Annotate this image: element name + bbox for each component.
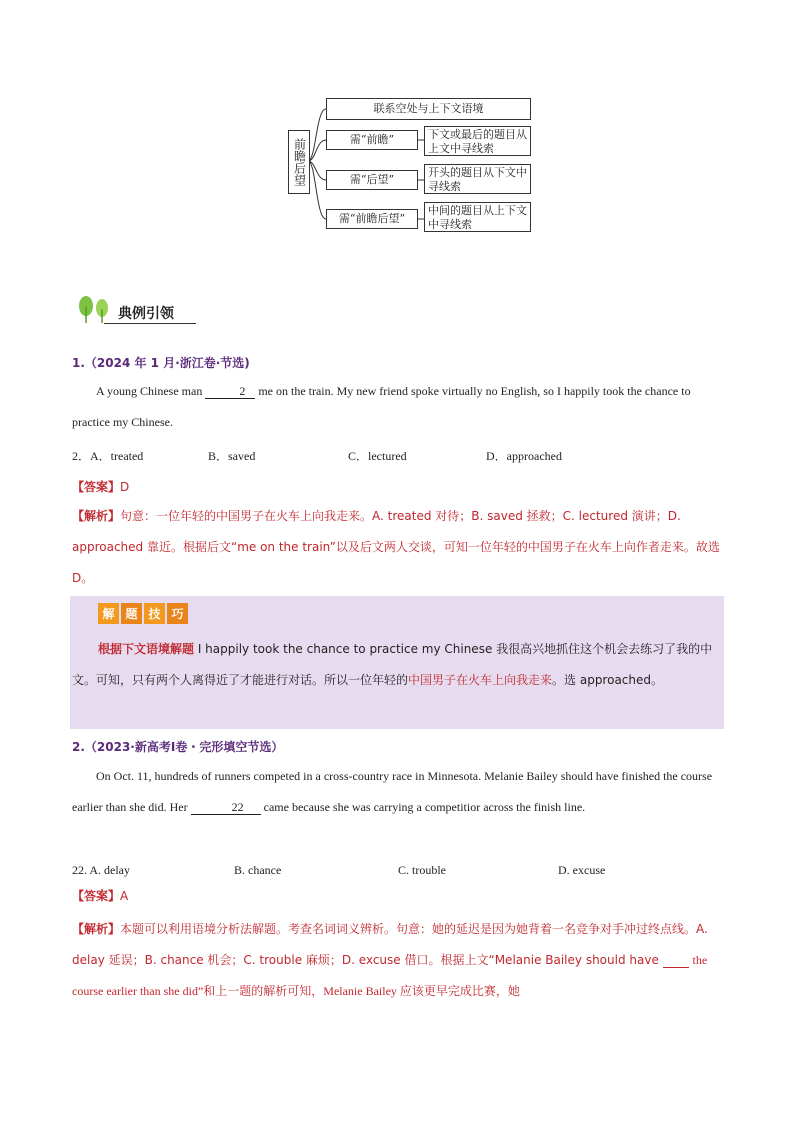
q2-analysis-text-2: the course earlier than she did”和上一题的解析可知，Melanie Bailey 应该更早完成比赛，她 bbox=[72, 953, 708, 998]
branch-detail-1: 下文或最后的题目从上文中寻线索 bbox=[424, 126, 531, 156]
tips-badge-2: 题 bbox=[121, 603, 142, 624]
q2-analysis-label: 【解析】 bbox=[72, 922, 121, 936]
tips-text-1: I happily took the chance to practice my Chinese 我很高兴地抓住这个机会去练习了我的中文。可知，只有两个人离得近了才能进行对话。所以一位年轻的 bbox=[72, 642, 713, 687]
tips-badge-3: 技 bbox=[144, 603, 165, 624]
q2-text-before: On Oct. 11, hundreds of runners competed in a cross-country race in Minnesota. Melanie Bailey should have finished the course earlier than she did. Her bbox=[72, 769, 713, 814]
question-2-heading: 2.（2023·新高考Ⅰ卷・完形填空节选） bbox=[72, 740, 284, 754]
tips-lead: 根据下文语境解题 bbox=[98, 642, 195, 656]
q2-option-b: B. chance bbox=[234, 863, 282, 877]
branch-label-2: 需“后望” bbox=[326, 170, 418, 190]
question-1-passage bbox=[72, 376, 724, 438]
mind-map-root: 前瞻后望 bbox=[288, 130, 310, 194]
q1-option-b: B．saved bbox=[208, 449, 256, 463]
question-2-analysis bbox=[72, 914, 728, 1007]
q1-text-after: me on the train. My new friend spoke virtually no English, so I happily took the chance to practice my Chinese. bbox=[72, 384, 691, 429]
question-1-heading: 1.（2024 年 1 月·浙江卷·节选) bbox=[72, 356, 250, 370]
question-2-answer bbox=[72, 887, 128, 904]
mind-map-diagram bbox=[286, 96, 536, 238]
q2-option-a: 22. A. delay bbox=[72, 863, 130, 877]
question-2-passage bbox=[72, 761, 724, 823]
q2-analysis-text-1: 本题可以利用语境分析法解题。考查名词词义辨析。句意：她的延迟是因为她背着一名竞争对手冲过终点线。A. delay 延误；B. chance 机会；C. trouble 麻烦；D. excuse 借口。根据上文“Melanie Bailey should have bbox=[72, 922, 708, 967]
q2-text-after: came because she was carrying a competitior across the finish line. bbox=[263, 800, 586, 814]
tips-text-highlight: 中国男子在火车上向我走来 bbox=[408, 673, 553, 687]
q1-text-before: A young Chinese man bbox=[96, 384, 203, 398]
q2-answer-value: A bbox=[120, 889, 129, 903]
section-header bbox=[74, 293, 196, 325]
solving-tips-box bbox=[70, 596, 724, 729]
branch-detail-3: 中间的题目从上下文中寻线索 bbox=[424, 202, 531, 232]
q2-answer-label: 【答案】 bbox=[72, 889, 121, 903]
q2-analysis-blank bbox=[663, 953, 689, 968]
q1-answer-value: D bbox=[120, 480, 130, 494]
section-title: 典例引领 bbox=[118, 306, 174, 322]
section-underline bbox=[104, 323, 196, 324]
branch-label-3: 需“前瞻后望” bbox=[326, 209, 418, 229]
q1-blank: 2 bbox=[205, 384, 255, 399]
q1-analysis-label: 【解析】 bbox=[72, 509, 121, 523]
question-1-analysis bbox=[72, 501, 728, 594]
branch-label-1: 需“前瞻” bbox=[326, 130, 418, 150]
tips-badges bbox=[98, 603, 188, 624]
q1-option-d: D．approached bbox=[486, 449, 562, 463]
branch-detail-2: 开头的题目从下文中寻线索 bbox=[424, 164, 531, 194]
tips-badge-1: 解 bbox=[98, 603, 119, 624]
q1-answer-label: 【答案】 bbox=[72, 480, 121, 494]
q1-analysis-text: 句意：一位年轻的中国男子在火车上向我走来。A. treated 对待；B. saved 拯救；C. lectured 演讲；D. approached 靠近。根据后文“me on the train”以及后文两人交谈，可知一位年轻的中国男子在火车上向作者走来。故选 D。 bbox=[72, 509, 720, 585]
q1-option-c: C．lectured bbox=[348, 449, 407, 463]
q2-blank: 22 bbox=[191, 800, 261, 815]
tips-text bbox=[72, 634, 722, 696]
tips-badge-4: 巧 bbox=[167, 603, 188, 624]
mind-map-top-box: 联系空处与上下文语境 bbox=[326, 98, 531, 120]
leaf-icon bbox=[74, 293, 114, 325]
tips-text-2: 。选 approached。 bbox=[552, 673, 664, 687]
q2-option-c: C. trouble bbox=[398, 863, 446, 877]
q2-option-d: D. excuse bbox=[558, 863, 606, 877]
q1-option-a: 2．A．treated bbox=[72, 449, 144, 463]
question-1-answer bbox=[72, 478, 129, 495]
